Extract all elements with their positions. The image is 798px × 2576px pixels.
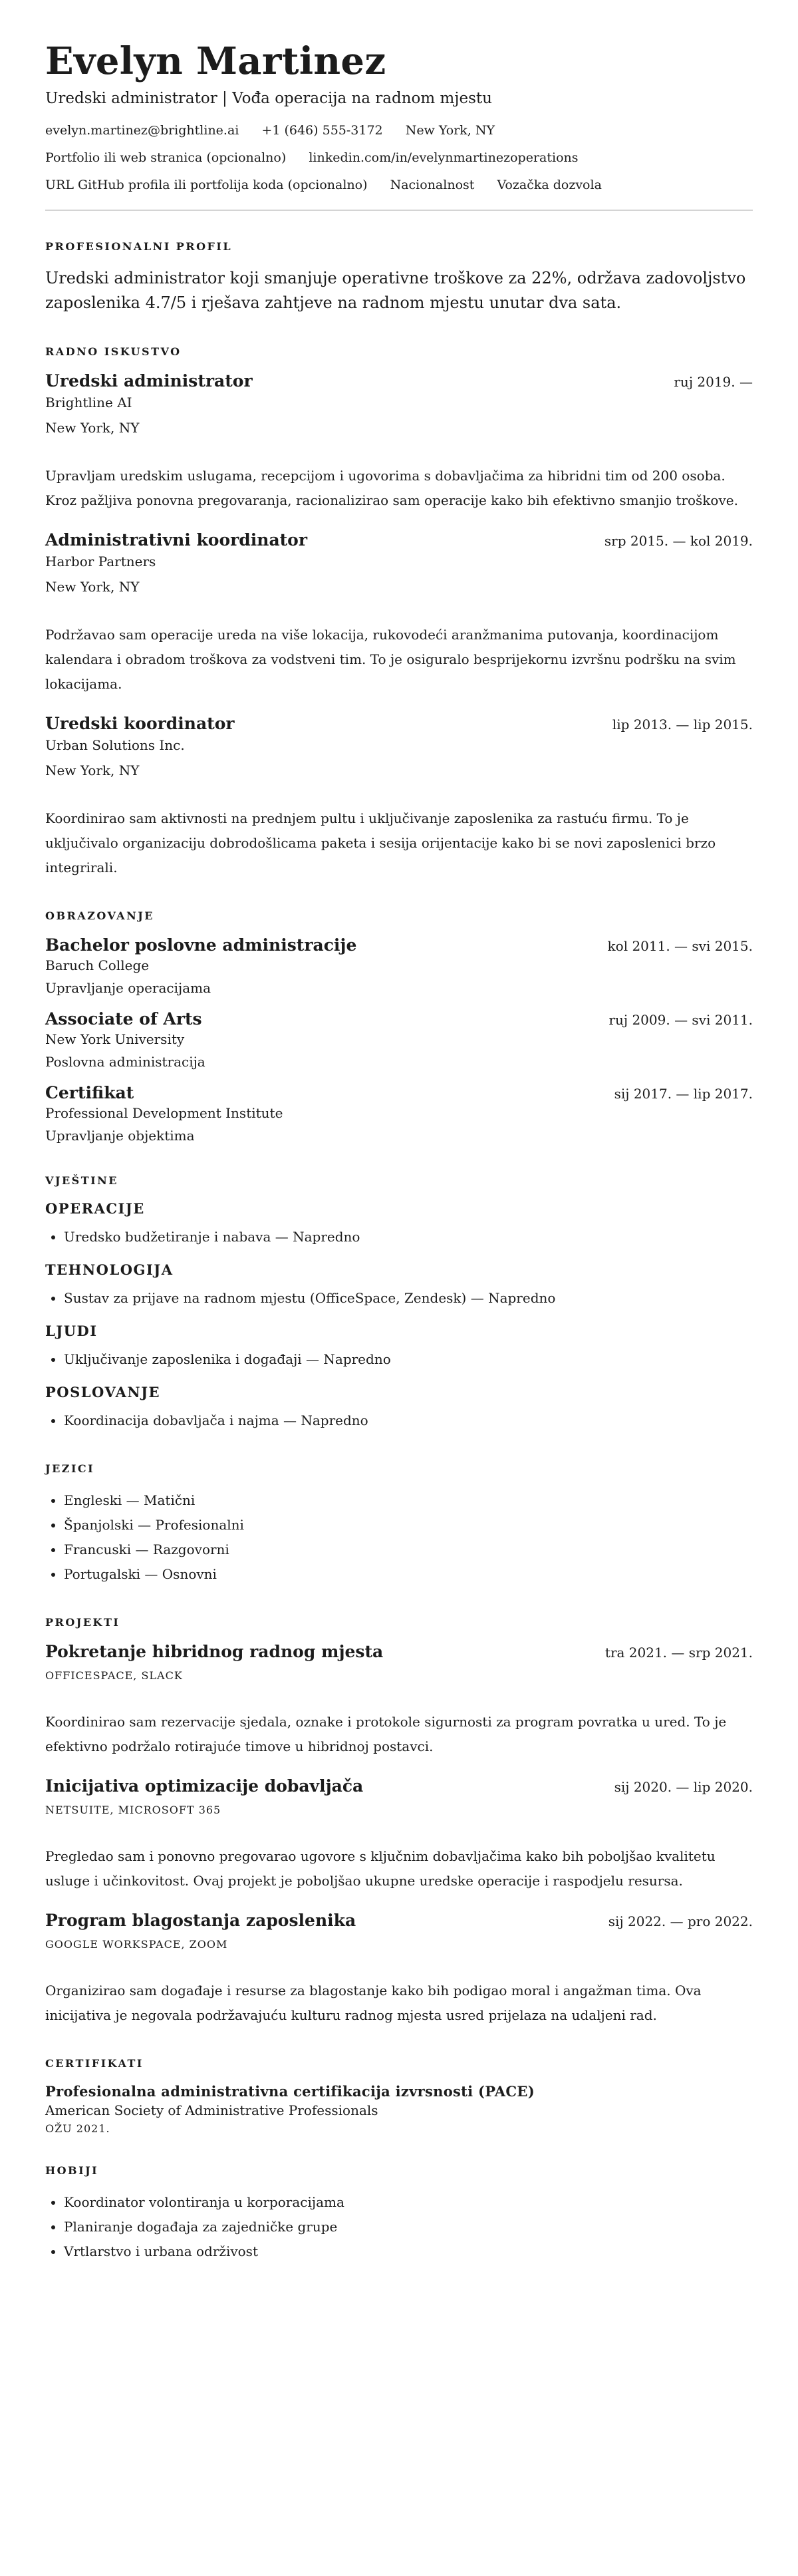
skill-group xyxy=(45,1323,753,1372)
job-location: New York, NY xyxy=(45,419,140,436)
education-dates: sij 2017. — lip 2017. xyxy=(614,1085,753,1102)
project-name: Inicijativa optimizacije dobavljača xyxy=(45,1776,364,1796)
projects-section xyxy=(45,1616,753,2028)
contact-license: Vozačka dozvola xyxy=(497,177,602,192)
skill-group-title: LJUDI xyxy=(45,1322,98,1339)
hobby-item: • Koordinator volontiranja u korporacijama xyxy=(64,2190,753,2215)
project-entry xyxy=(45,1776,753,1893)
skill-group-title: POSLOVANJE xyxy=(45,1383,161,1400)
skill-item: • Uključivanje zaposlenika i događaji — Napredno xyxy=(64,1347,753,1372)
certificate-date: OŽU 2021. xyxy=(45,2122,110,2135)
job-company: Brightline AI xyxy=(45,394,132,410)
skill-item: • Uredsko budžetiranje i nabava — Napredno xyxy=(64,1225,753,1249)
section-title-certificates: CERTIFIKATI xyxy=(45,2056,144,2070)
degree-title: Certifikat xyxy=(45,1082,134,1102)
project-tech: GOOGLE WORKSPACE, ZOOM xyxy=(45,1937,228,1951)
contact-line-2 xyxy=(45,149,753,167)
hobby-item: • Vrtlarstvo i urbana održivost xyxy=(64,2239,753,2264)
contact-line-3 xyxy=(45,176,753,194)
project-tech: NETSUITE, MICROSOFT 365 xyxy=(45,1803,221,1816)
experience-entry xyxy=(45,530,753,697)
candidate-headline: Uredski administrator | Vođa operacija na radnom mjestu xyxy=(45,89,492,107)
job-location: New York, NY xyxy=(45,762,140,778)
profile-summary: Uredski administrator koji smanjuje operativne troškove za 22%, održava zadovoljstvo zaposlenika 4.7/5 i rješava zahtjeve na radnom mjestu unutar dva sata. xyxy=(45,269,746,313)
hobbies-list xyxy=(45,2190,753,2264)
contact-location: New York, NY xyxy=(405,123,495,138)
project-dates: tra 2021. — srp 2021. xyxy=(604,1644,753,1661)
project-name: Pokretanje hibridnog radnog mjesta xyxy=(45,1641,384,1661)
candidate-name: Evelyn Martinez xyxy=(45,39,386,83)
job-title: Uredski koordinator xyxy=(45,713,235,733)
section-title-hobbies: HOBIJI xyxy=(45,2164,99,2177)
school-name: New York University xyxy=(45,1031,185,1047)
study-field: Upravljanje operacijama xyxy=(45,979,211,996)
skill-group-title: OPERACIJE xyxy=(45,1200,145,1217)
header-divider xyxy=(45,210,753,211)
job-title: Uredski administrator xyxy=(45,371,253,391)
job-dates: lip 2013. — lip 2015. xyxy=(612,716,753,732)
job-description: Podržavao sam operacije ureda na više lokacija, rukovodeći aranžmanima putovanja, koordinacijom kalendara i obradom troškova za vodstveni tim. To je osiguralo besprijekornu izvršnu podršku na svim lokacijama. xyxy=(45,626,736,692)
job-company: Harbor Partners xyxy=(45,553,156,569)
project-description: Koordinirao sam rezervacije sjedala, oznake i protokole sigurnosti za program povratka u ured. To je efektivno podržalo rotirajuće timove u hibridnoj postavci. xyxy=(45,1713,727,1754)
section-title-projects: PROJEKTI xyxy=(45,1615,120,1629)
education-entry xyxy=(45,1083,753,1145)
section-title-experience: RADNO ISKUSTVO xyxy=(45,345,182,358)
skill-group-title: TEHNOLOGIJA xyxy=(45,1261,174,1278)
education-section xyxy=(45,909,753,1145)
contact-linkedin[interactable]: linkedin.com/in/evelynmartinezoperations xyxy=(309,150,579,166)
language-item: • Engleski — Matični xyxy=(64,1488,753,1513)
project-name: Program blagostanja zaposlenika xyxy=(45,1910,356,1930)
certificates-section xyxy=(45,2057,753,2135)
contact-line-1 xyxy=(45,122,753,140)
skill-group xyxy=(45,1384,753,1433)
school-name: Professional Development Institute xyxy=(45,1104,283,1121)
study-field: Poslovna administracija xyxy=(45,1053,205,1070)
education-dates: ruj 2009. — svi 2011. xyxy=(608,1011,753,1028)
project-entry xyxy=(45,1642,753,1759)
resume-header xyxy=(45,41,753,194)
skill-group xyxy=(45,1200,753,1249)
certificate-entry xyxy=(45,2083,753,2135)
job-location: New York, NY xyxy=(45,578,140,595)
project-dates: sij 2022. — pro 2022. xyxy=(608,1913,753,1929)
contact-nationality: Nacionalnost xyxy=(390,177,475,192)
languages-section xyxy=(45,1462,753,1587)
job-dates: srp 2015. — kol 2019. xyxy=(604,532,753,549)
section-title-skills: VJEŠTINE xyxy=(45,1174,118,1187)
section-title-languages: JEZICI xyxy=(45,1462,95,1475)
education-entry xyxy=(45,935,753,997)
skill-group xyxy=(45,1261,753,1311)
certificate-name: Profesionalna administrativna certifikacija izvrsnosti (PACE) xyxy=(45,2082,535,2100)
experience-section xyxy=(45,345,753,880)
job-description: Koordinirao sam aktivnosti na prednjem pultu i uključivanje zaposlenika za rastuću firmu. To je uključivalo organizaciju dobrodošlicama paketa i sesija orijentacije kako bi se novi zaposlenici brzo integrirali. xyxy=(45,810,716,876)
project-description: Organizirao sam događaje i resurse za blagostanje kako bih podigao moral i angažman tima. Ova inicijativa je negovala podržavajuću kulturu radnog mjesta usred prijelaza na udaljeni rad. xyxy=(45,1982,702,2023)
section-title-profile: PROFESIONALNI PROFIL xyxy=(45,240,233,253)
job-company: Urban Solutions Inc. xyxy=(45,736,185,753)
contact-portfolio[interactable]: Portfolio ili web stranica (opcionalno) xyxy=(45,150,287,166)
school-name: Baruch College xyxy=(45,957,150,973)
job-description: Upravljam uredskim uslugama, recepcijom i ugovorima s dobavljačima za hibridni tim od 200 osoba. Kroz pažljiva ponovna pregovaranja, racionalizirao sam operacije kako bih efektivno smanjio troškove. xyxy=(45,467,738,508)
experience-entry xyxy=(45,371,753,513)
skill-item: • Sustav za prijave na radnom mjestu (OfficeSpace, Zendesk) — Napredno xyxy=(64,1286,753,1311)
profile-section xyxy=(45,240,753,315)
project-dates: sij 2020. — lip 2020. xyxy=(614,1778,753,1795)
experience-entry xyxy=(45,714,753,880)
degree-title: Bachelor poslovne administracije xyxy=(45,935,357,955)
job-title: Administrativni koordinator xyxy=(45,530,308,550)
job-dates: ruj 2019. — xyxy=(674,373,753,390)
language-item: • Francuski — Razgovorni xyxy=(64,1537,753,1562)
section-title-education: OBRAZOVANJE xyxy=(45,909,154,922)
skill-item: • Koordinacija dobavljača i najma — Napredno xyxy=(64,1408,753,1433)
hobbies-section xyxy=(45,2164,753,2264)
contact-email[interactable]: evelyn.martinez@brightline.ai xyxy=(45,123,239,138)
project-tech: OFFICESPACE, SLACK xyxy=(45,1669,183,1682)
project-entry xyxy=(45,1911,753,2028)
certificate-issuer: American Society of Administrative Professionals xyxy=(45,2102,378,2118)
education-entry xyxy=(45,1009,753,1071)
language-item: • Portugalski — Osnovni xyxy=(64,1562,753,1587)
education-dates: kol 2011. — svi 2015. xyxy=(607,937,753,954)
contact-github[interactable]: URL GitHub profila ili portfolija koda (opcionalno) xyxy=(45,177,368,192)
degree-title: Associate of Arts xyxy=(45,1009,202,1029)
contact-phone[interactable]: +1 (646) 555-3172 xyxy=(261,123,383,138)
study-field: Upravljanje objektima xyxy=(45,1127,195,1144)
languages-list xyxy=(45,1488,753,1587)
language-item: • Španjolski — Profesionalni xyxy=(64,1513,753,1537)
skills-section xyxy=(45,1174,753,1433)
hobby-item: • Planiranje događaja za zajedničke grupe xyxy=(64,2215,753,2239)
project-description: Pregledao sam i ponovno pregovarao ugovore s ključnim dobavljačima kako bih poboljšao kvalitetu usluge i učinkovitost. Ovaj projekt je poboljšao ukupne uredske operacije i raspodjelu resursa. xyxy=(45,1848,716,1889)
